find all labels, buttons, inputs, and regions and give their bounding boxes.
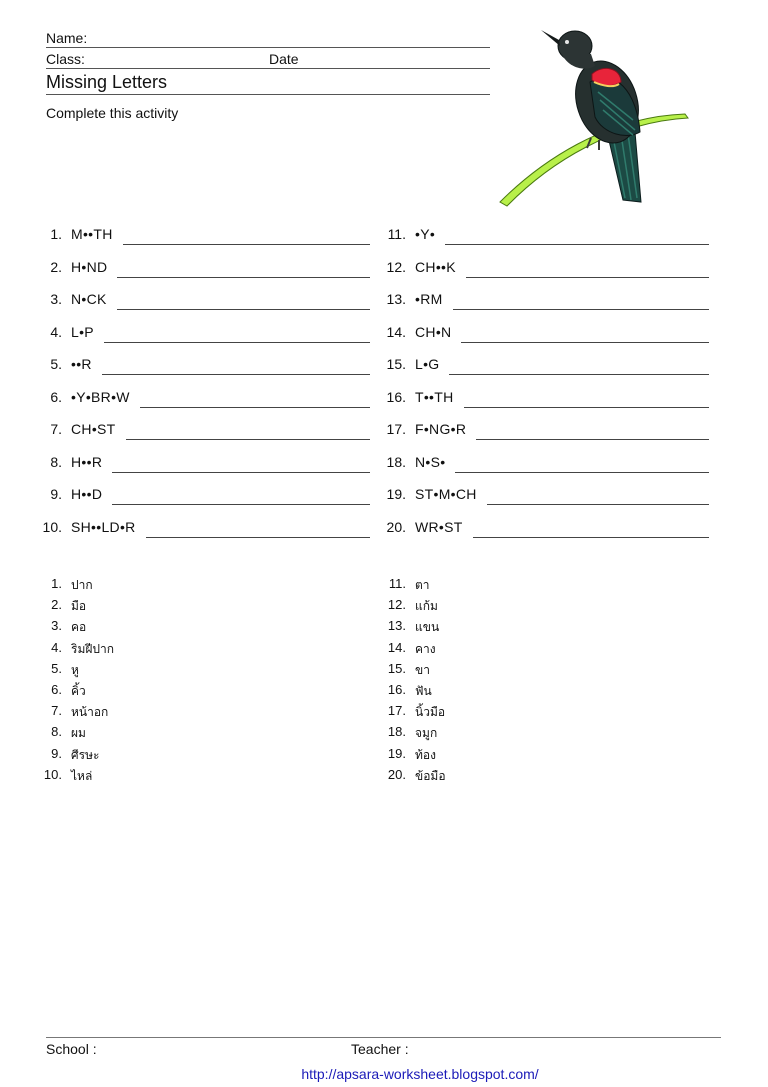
answer-row (40, 661, 240, 682)
question-word: ••R (71, 356, 92, 372)
question-number: 13. (386, 291, 406, 307)
answer-number: 20. (387, 766, 406, 782)
answer-row (384, 746, 584, 767)
answer-number: 14. (387, 639, 406, 655)
footer-url-link[interactable]: http://apsara-worksheet.blogspot.com/ (301, 1066, 539, 1082)
question-row (384, 454, 709, 487)
answer-number: 4. (51, 639, 62, 655)
answer-row (384, 724, 584, 745)
question-number: 1. (50, 226, 62, 242)
answer-word: ริมฝีปาก (71, 641, 115, 656)
question-word: •Y•BR•W (71, 388, 130, 405)
answer-row (384, 576, 584, 597)
question-list-right (384, 226, 709, 551)
question-number: 18. (386, 453, 406, 470)
question-word: N•CK (71, 291, 107, 307)
answer-row (40, 746, 240, 767)
answer-word: หู (71, 662, 79, 677)
question-number: 3. (50, 291, 62, 307)
question-word: M••TH (71, 226, 113, 242)
question-row (40, 486, 370, 519)
question-number: 12. (386, 258, 406, 275)
question-row (40, 519, 370, 552)
answer-line[interactable] (461, 324, 709, 343)
answer-line[interactable] (117, 291, 370, 310)
answer-number: 1. (51, 576, 62, 591)
answer-line[interactable] (455, 454, 709, 473)
answer-row (40, 682, 240, 703)
answer-number: 5. (51, 660, 62, 676)
answer-word: ศีรษะ (71, 747, 100, 762)
question-row (384, 259, 709, 292)
question-word: CH••K (415, 258, 456, 275)
answer-row (40, 640, 240, 661)
answer-row (384, 597, 584, 618)
question-row (384, 324, 709, 357)
answer-word: ตา (415, 578, 430, 592)
answer-number: 12. (387, 597, 406, 613)
answer-number: 17. (387, 703, 406, 719)
question-number: 6. (50, 388, 62, 405)
answer-row (40, 703, 240, 724)
school-label: School : (46, 1041, 97, 1057)
question-word: •Y• (415, 226, 436, 242)
question-row (40, 454, 370, 487)
answer-word: จมูก (415, 726, 438, 741)
title-line (46, 94, 490, 95)
class-label: Class: (46, 51, 85, 67)
question-word: L•P (71, 323, 94, 340)
question-number: 20. (386, 518, 406, 535)
answer-list-right (384, 576, 584, 788)
question-row (384, 356, 709, 389)
answer-row (384, 661, 584, 682)
answer-line[interactable] (112, 454, 370, 473)
question-word: CH•N (415, 323, 452, 340)
answer-word: ขา (415, 662, 430, 677)
class-line[interactable] (46, 68, 490, 69)
answer-line[interactable] (146, 519, 370, 538)
answer-row (40, 767, 240, 788)
question-number: 9. (50, 486, 62, 502)
answer-line[interactable] (487, 486, 709, 505)
answer-word: แก้ม (415, 599, 438, 614)
question-number: 2. (50, 258, 62, 275)
answer-word: ข้อมือ (415, 768, 446, 783)
answer-row (40, 576, 240, 597)
answer-row (40, 724, 240, 745)
question-number: 19. (386, 486, 406, 502)
answer-number: 6. (51, 681, 62, 697)
question-word: WR•ST (415, 518, 463, 535)
page-title: Missing Letters (46, 72, 168, 92)
question-word: H•ND (71, 258, 108, 275)
answer-number: 9. (51, 745, 62, 761)
answer-line[interactable] (126, 421, 370, 440)
answer-row (40, 597, 240, 618)
question-word: H••D (71, 486, 103, 502)
question-number: 15. (386, 356, 406, 372)
question-row (40, 356, 370, 389)
answer-line[interactable] (473, 519, 709, 538)
answer-list-left (40, 576, 240, 788)
name-label: Name: (46, 30, 88, 46)
question-word: ST•M•CH (415, 486, 477, 502)
answer-line[interactable] (453, 291, 709, 310)
answer-number: 19. (387, 745, 406, 761)
answer-number: 7. (51, 703, 62, 719)
question-row (40, 259, 370, 292)
question-row (384, 486, 709, 519)
answer-word: คอ (71, 620, 87, 635)
answer-word: คิ้ว (71, 683, 86, 698)
question-number: 4. (50, 323, 62, 340)
answer-line[interactable] (449, 356, 709, 375)
answer-number: 13. (387, 618, 406, 634)
question-number: 7. (50, 421, 62, 437)
answer-word: แขน (415, 620, 440, 635)
question-word: SH••LD•R (71, 518, 136, 535)
answer-line[interactable] (464, 389, 709, 408)
name-line[interactable] (46, 47, 490, 48)
question-word: L•G (415, 356, 440, 372)
answer-row (384, 618, 584, 639)
answer-row (384, 682, 584, 703)
answer-row (40, 618, 240, 639)
question-row (40, 226, 370, 259)
question-word: F•NG•R (415, 421, 467, 437)
question-number: 14. (386, 323, 406, 340)
instruction-text: Complete this activity (46, 105, 179, 121)
question-word: T••TH (415, 388, 454, 405)
question-word: H••R (71, 453, 103, 470)
question-number: 8. (50, 453, 62, 470)
answer-number: 16. (387, 681, 406, 697)
question-word: N•S• (415, 453, 446, 470)
answer-word: คาง (415, 641, 436, 656)
answer-number: 10. (43, 766, 62, 782)
answer-line[interactable] (117, 259, 370, 278)
question-row (384, 519, 709, 552)
question-word: •RM (415, 291, 443, 307)
answer-line[interactable] (445, 226, 709, 245)
answer-number: 15. (387, 660, 406, 676)
answer-word: ไหล่ (71, 768, 93, 783)
answer-number: 3. (51, 618, 62, 634)
question-word: CH•ST (71, 421, 116, 437)
answer-word: มือ (71, 599, 87, 614)
question-row (40, 389, 370, 422)
answer-word: หน้าอก (71, 705, 109, 720)
question-row (40, 421, 370, 454)
question-number: 16. (386, 388, 406, 405)
answer-number: 18. (387, 724, 406, 740)
answer-line[interactable] (112, 486, 370, 505)
answer-number: 8. (51, 724, 62, 740)
date-label: Date (269, 51, 299, 67)
footer-divider (46, 1037, 721, 1038)
answer-line[interactable] (102, 356, 370, 375)
answer-row (384, 703, 584, 724)
question-row (384, 226, 709, 259)
answer-word: ผม (71, 726, 86, 741)
answer-word: ท้อง (415, 747, 436, 762)
question-row (384, 291, 709, 324)
question-number: 11. (387, 226, 406, 242)
question-row (384, 389, 709, 422)
answer-row (384, 640, 584, 661)
question-number: 17. (386, 421, 406, 437)
answer-word: นิ้วมือ (415, 705, 446, 720)
answer-line[interactable] (466, 259, 709, 278)
red-winged-blackbird-icon (495, 22, 695, 207)
question-row (40, 291, 370, 324)
answer-number: 2. (51, 597, 62, 613)
teacher-label: Teacher : (351, 1041, 409, 1057)
question-number: 10. (42, 518, 62, 535)
answer-word: ปาก (71, 578, 93, 592)
question-row (384, 421, 709, 454)
answer-line[interactable] (140, 389, 370, 408)
answer-line[interactable] (123, 226, 370, 245)
question-list-left (40, 226, 370, 551)
answer-line[interactable] (104, 324, 370, 343)
answer-line[interactable] (476, 421, 709, 440)
question-row (40, 324, 370, 357)
answer-number: 11. (388, 576, 406, 591)
answer-word: ฟัน (415, 683, 432, 698)
answer-row (384, 767, 584, 788)
question-number: 5. (50, 356, 62, 372)
